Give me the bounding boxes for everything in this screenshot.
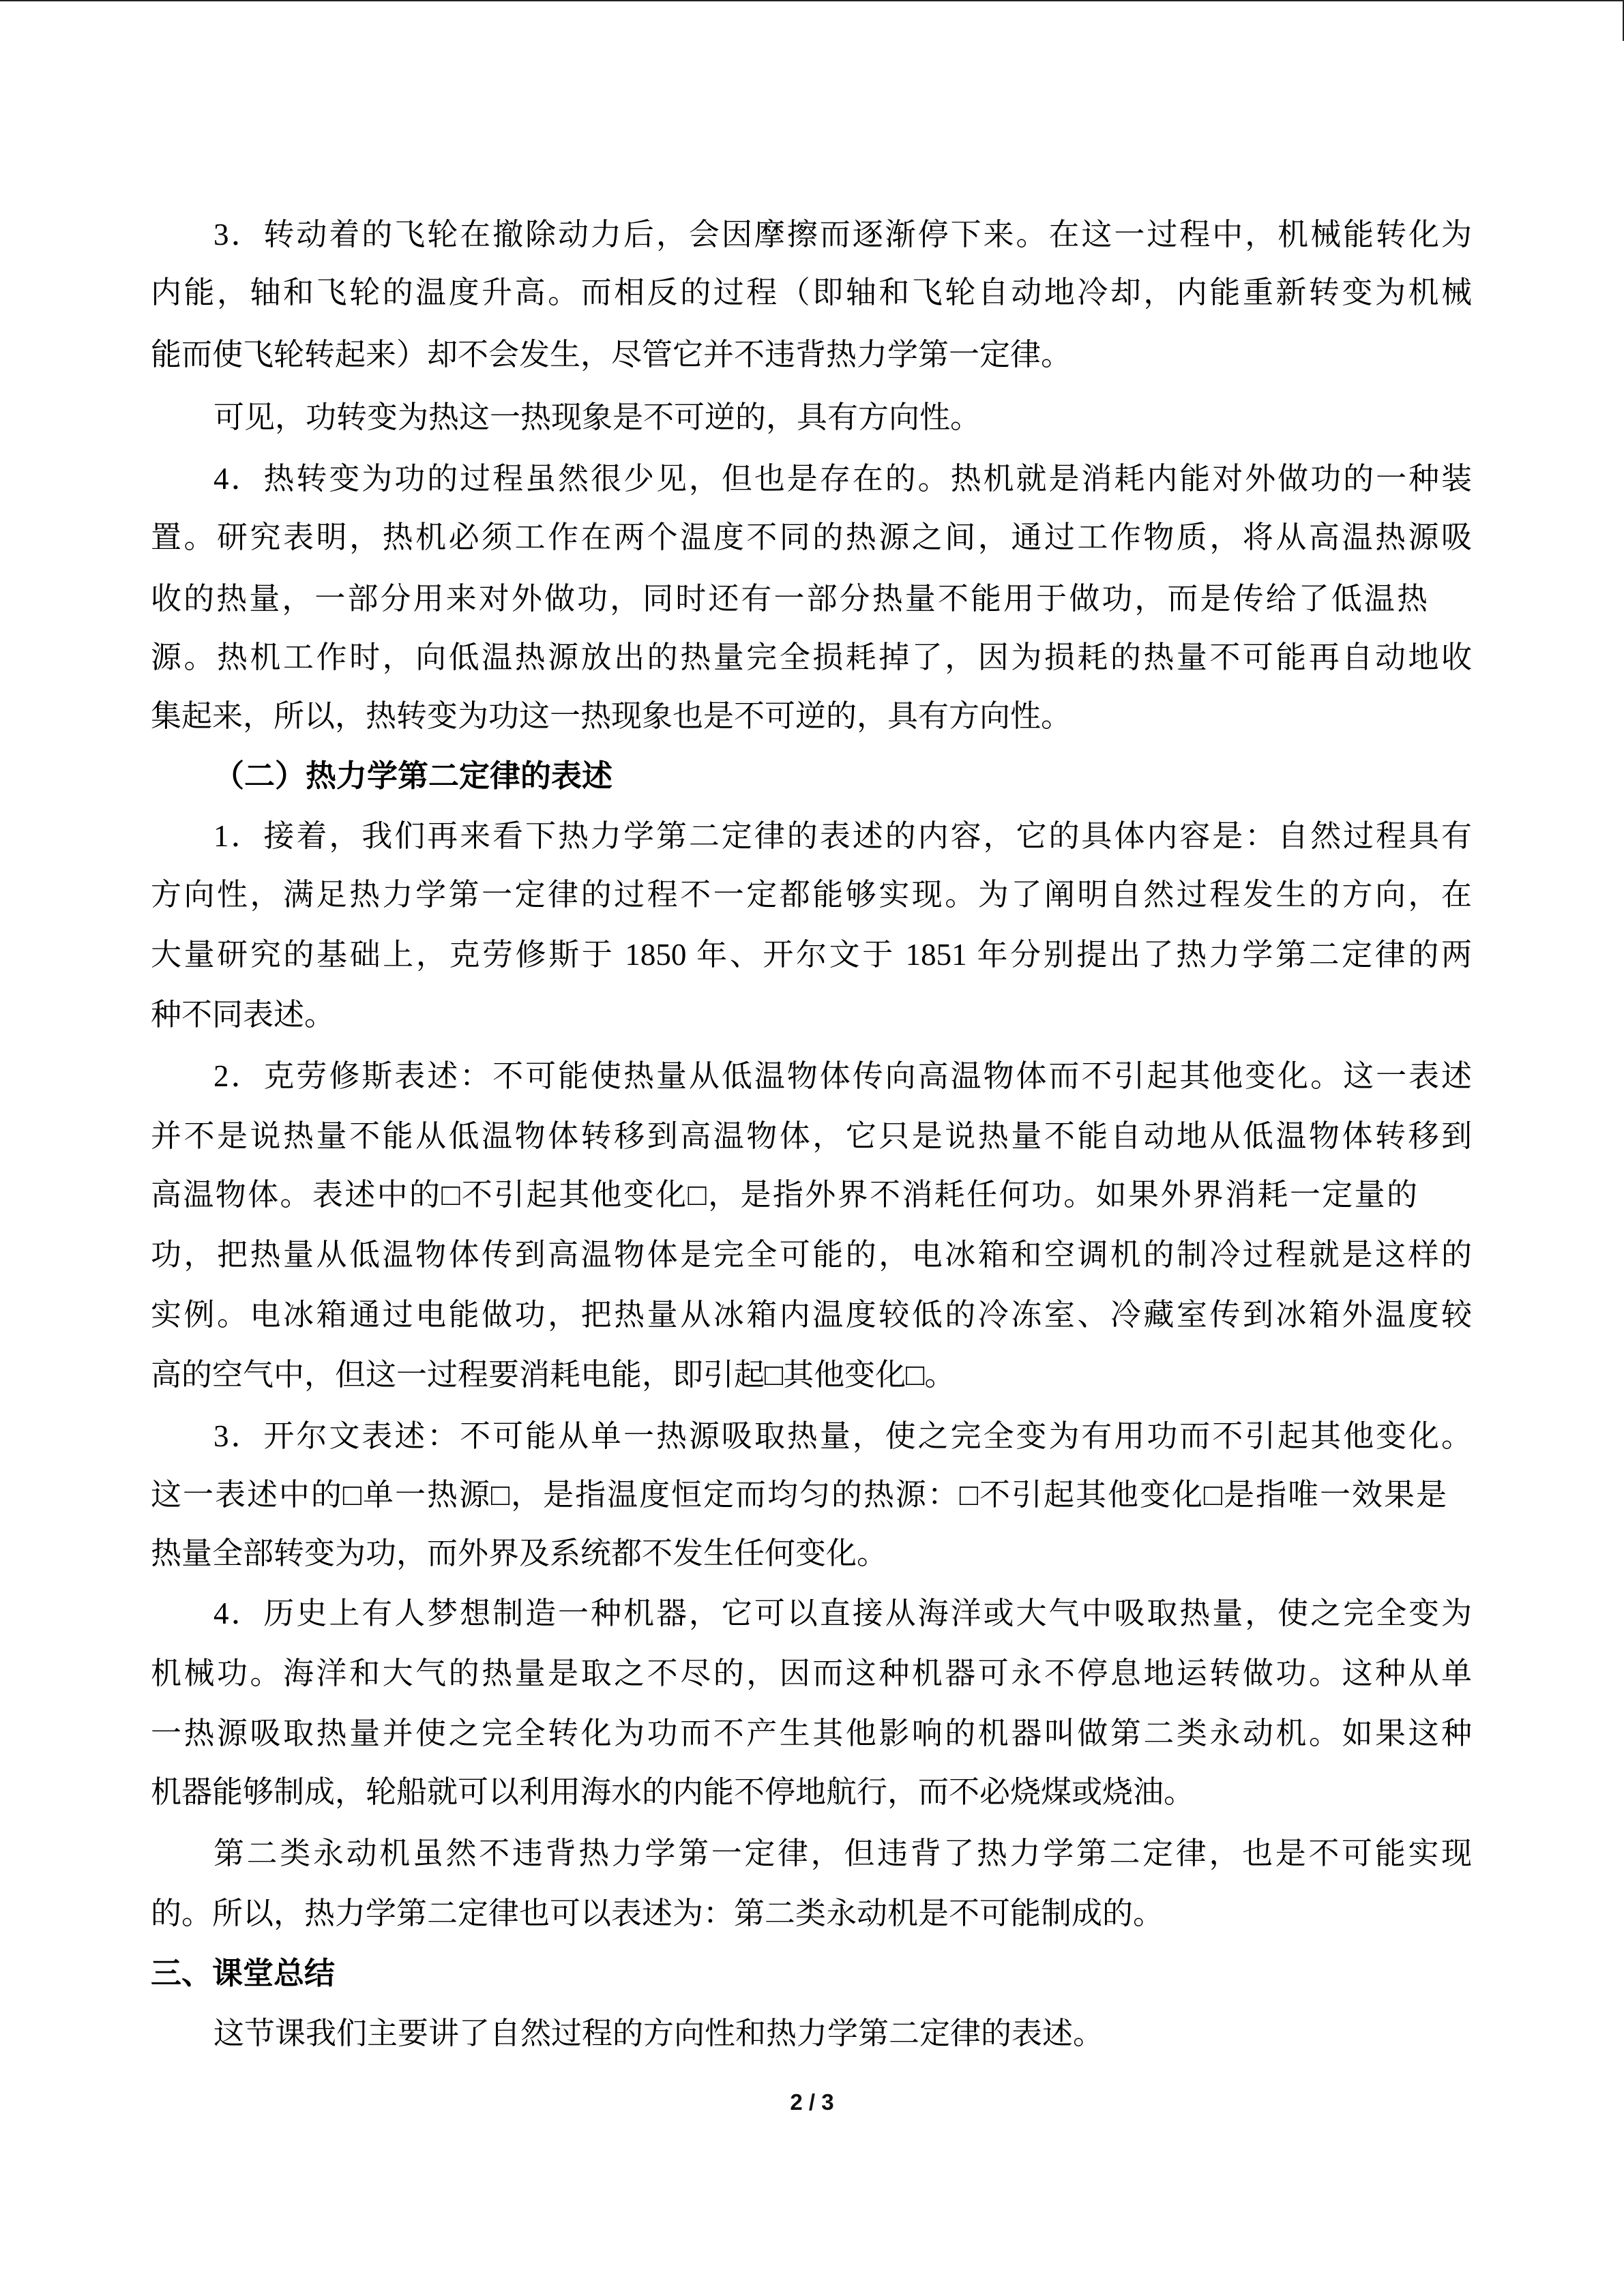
paragraph-line: 置。研究表明，热机必须工作在两个温度不同的热源之间，通过工作物质，将从高温热源吸: [151, 520, 1472, 554]
paragraph-line: 4．历史上有人梦想制造一种机器，它可以直接从海洋或大气中吸取热量，使之完全变为: [213, 1596, 1472, 1630]
paragraph-line: 机器能够制成，轮船就可以利用海水的内能不停地航行，而不必烧煤或烧油。: [151, 1775, 1195, 1809]
paragraph-line: 方向性，满足热力学第一定律的过程不一定都能够实现。为了阐明自然过程发生的方向，在: [151, 878, 1472, 912]
paragraph-line: 的。所以，热力学第二定律也可以表述为：第二类永动机是不可能制成的。: [151, 1896, 1164, 1930]
paragraph-line: 功，把热量从低温物体传到高温物体是完全可能的，电冰箱和空调机的制冷过程就是这样的: [151, 1238, 1472, 1272]
paragraph-line: 一热源吸取热量并使之完全转化为功而不产生其他影响的机器叫做第二类永动机。如果这种: [151, 1716, 1472, 1750]
paragraph-line: 4．热转变为功的过程虽然很少见，但也是存在的。热机就是消耗内能对外做功的一种装: [213, 462, 1472, 496]
paragraph-line: 这一表述中的□单一热源□，是指温度恒定而均匀的热源：□不引起其他变化□是指唯一效果是: [151, 1478, 1447, 1512]
page-number: 2 / 3: [790, 2089, 834, 2115]
paragraph-line: 1．接着，我们再来看下热力学第二定律的表述的内容，它的具体内容是：自然过程具有: [213, 819, 1472, 853]
paragraph-line: 收的热量，一部分用来对外做功，同时还有一部分热量不能用于做功，而是传给了低温热: [151, 582, 1428, 616]
paragraph-line: 能而使飞轮转起来）却不会发生，尽管它并不违背热力学第一定律。: [151, 338, 1072, 372]
paragraph-line: 3．转动着的飞轮在撤除动力后，会因摩擦而逐渐停下来。在这一过程中，机械能转化为: [213, 218, 1472, 252]
paragraph-line: 2．克劳修斯表述：不可能使热量从低温物体传向高温物体而不引起其他变化。这一表述: [213, 1059, 1472, 1093]
paragraph-line: 并不是说热量不能从低温物体转移到高温物体，它只是说热量不能自动地从低温物体转移到: [151, 1119, 1472, 1153]
paragraph-line: 第二类永动机虽然不违背热力学第一定律，但违背了热力学第二定律，也是不可能实现: [213, 1836, 1472, 1870]
paragraph-line: 高的空气中，但这一过程要消耗电能，即引起□其他变化□。: [151, 1358, 956, 1392]
paragraph-line: 大量研究的基础上，克劳修斯于 1850 年、开尔文于 1851 年分别提出了热力学第二定律的两: [151, 938, 1472, 972]
page-edge-top: [0, 0, 1624, 1]
section-heading-second-law: （二）热力学第二定律的表述: [213, 759, 613, 793]
paragraph-line: 集起来，所以，热转变为功这一热现象也是不可逆的，具有方向性。: [151, 699, 1072, 733]
paragraph-line: 这节课我们主要讲了自然过程的方向性和热力学第二定律的表述。: [213, 2016, 1104, 2051]
paragraph-line: 源。热机工作时，向低温热源放出的热量完全损耗掉了，因为损耗的热量不可能再自动地收: [151, 640, 1472, 674]
section-heading-class-summary: 三、课堂总结: [151, 1956, 336, 1991]
paragraph-line: 3．开尔文表述：不可能从单一热源吸取热量，使之完全变为有用功而不引起其他变化。: [213, 1419, 1472, 1453]
paragraph-line: 种不同表述。: [151, 998, 336, 1032]
paragraph-line: 热量全部转变为功，而外界及系统都不发生任何变化。: [151, 1536, 888, 1570]
paragraph-line: 实例。电冰箱通过电能做功，把热量从冰箱内温度较低的冷冻室、冷藏室传到冰箱外温度较: [151, 1298, 1472, 1332]
paragraph-line: 可见，功转变为热这一热现象是不可逆的，具有方向性。: [213, 400, 981, 434]
paragraph-line: 高温物体。表述中的□不引起其他变化□，是指外界不消耗任何功。如果外界消耗一定量的: [151, 1178, 1417, 1212]
paragraph-line: 机械功。海洋和大气的热量是取之不尽的，因而这种机器可永不停息地运转做功。这种从单: [151, 1656, 1472, 1690]
paragraph-line: 内能，轴和飞轮的温度升高。而相反的过程（即轴和飞轮自动地冷却，内能重新转变为机械: [151, 275, 1472, 310]
